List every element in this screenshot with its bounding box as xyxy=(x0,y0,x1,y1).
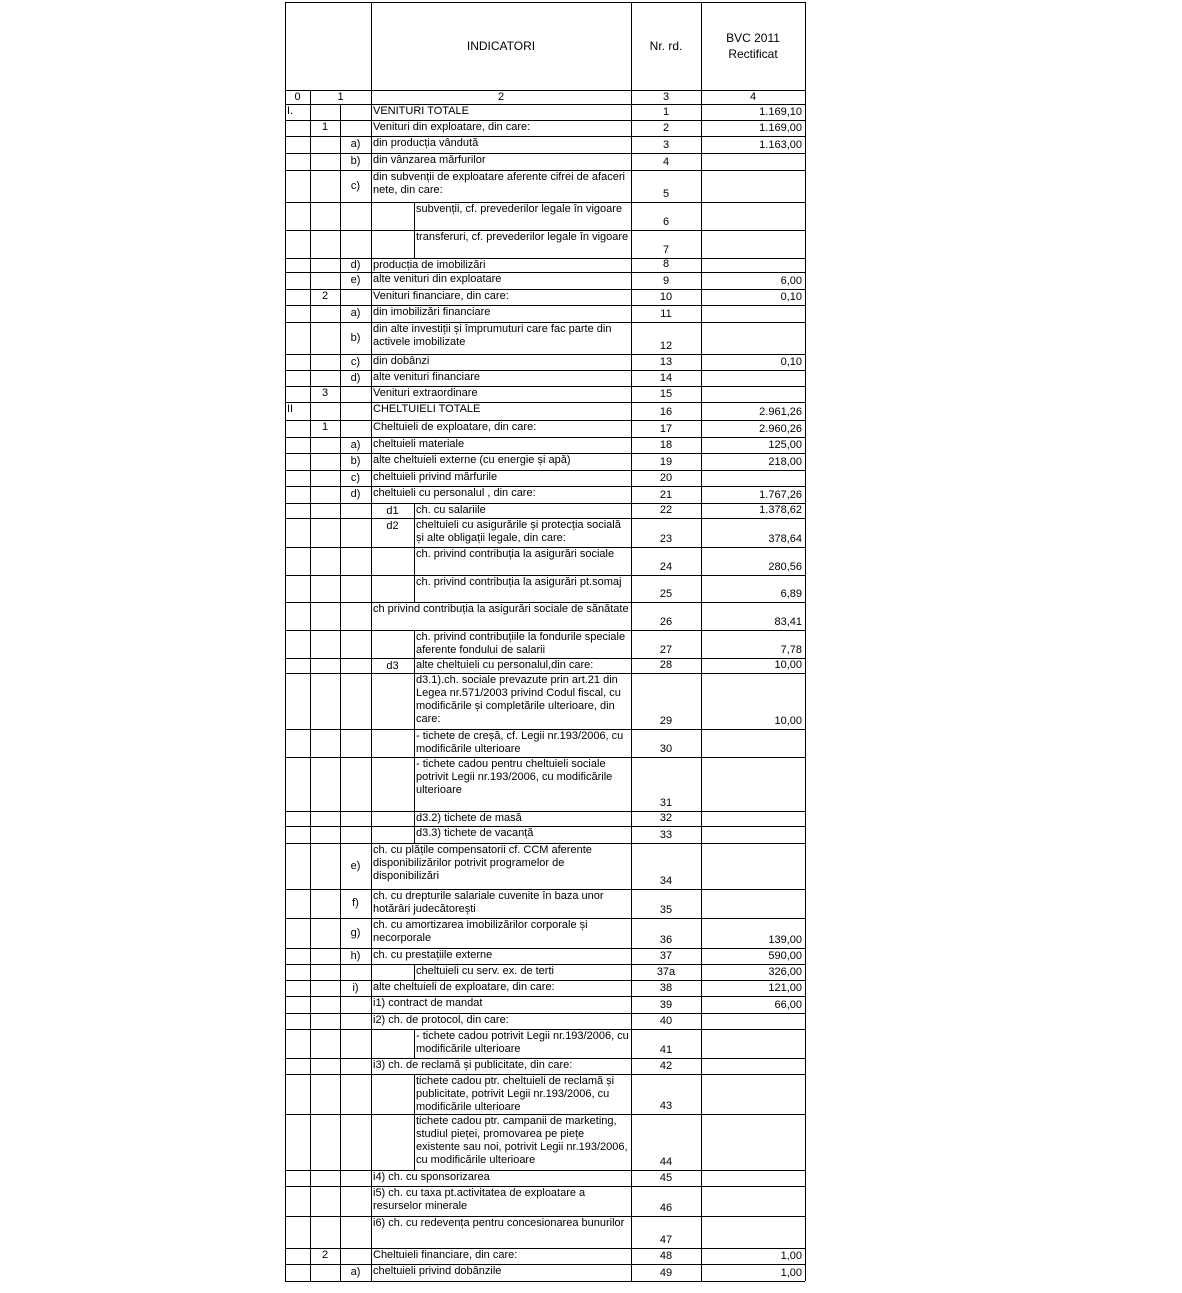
row-47-indicator: i5) ch. cu taxa pt.activitatea de exploatare a resurselor minerale xyxy=(373,1187,586,1212)
row-3-indicator: din producția vândută xyxy=(373,137,479,149)
row-22-subletter: d1 xyxy=(386,505,399,517)
row-13-indicator: din dobânzi xyxy=(373,355,430,367)
row-1-nr: 1 xyxy=(662,106,670,118)
row-27-indicator: ch. privind contribuțiile la fondurile speciale aferente fondului de salarii xyxy=(416,631,626,656)
row-18-nr: 18 xyxy=(659,439,673,451)
subcolumn-divider xyxy=(414,503,415,518)
subcolumn-divider xyxy=(414,230,415,258)
row-38-value: 326,00 xyxy=(768,966,802,978)
table-border-left xyxy=(285,2,286,1281)
row-42-nr: 41 xyxy=(659,1044,673,1056)
row-26-indicator: ch privind contribuția la asigurări sociale de sănătate xyxy=(373,603,629,615)
column-number-0: 0 xyxy=(294,91,301,103)
row-16-section: II xyxy=(287,403,294,415)
row-22-indicator: ch. cu salariile xyxy=(416,504,486,516)
row-50-value: 1,00 xyxy=(780,1267,802,1279)
row-19-nr: 19 xyxy=(659,456,673,468)
row-28-nr: 28 xyxy=(659,659,673,671)
row-6-nr: 6 xyxy=(662,216,670,228)
table-border-top xyxy=(285,2,805,3)
row-39-indicator: alte cheltuieli de exploatare, din care: xyxy=(373,981,555,993)
row-26-value: 83,41 xyxy=(774,616,802,628)
subcolumn-divider xyxy=(414,729,415,757)
column-divider xyxy=(371,2,372,1281)
row-18-letter: a) xyxy=(350,438,361,451)
row-8-letter: d) xyxy=(350,258,361,271)
subcolumn-divider xyxy=(414,826,415,843)
row-26-nr: 26 xyxy=(659,616,673,628)
table-border-right xyxy=(805,2,806,1281)
row-36-value: 139,00 xyxy=(768,934,802,946)
row-10-group: 2 xyxy=(321,290,329,302)
row-29-indicator: d3.1).ch. sociale prevazute prin art.21 din Legea nr.571/2003 privind Codul fiscal, cu modificările și completările ulterioare, din care: xyxy=(416,674,621,725)
row-31-indicator: - tichete cadou pentru cheltuieli sociale potrivit Legii nr.193/2006, cu modificările ulterioare xyxy=(416,758,613,796)
row-47-nr: 46 xyxy=(659,1202,673,1214)
row-41-indicator: i2) ch. de protocol, din care: xyxy=(373,1014,509,1026)
row-37-letter: h) xyxy=(350,949,361,962)
row-50-indicator: cheltuieli privind dobânzile xyxy=(373,1265,502,1277)
row-21-value: 1.767,26 xyxy=(759,489,802,501)
row-49-indicator: Cheltuieli financiare, din care: xyxy=(373,1249,518,1261)
row-33-nr: 33 xyxy=(659,829,673,841)
subcolumn-divider xyxy=(414,202,415,230)
subcolumn-divider xyxy=(414,658,415,673)
subcolumn-divider xyxy=(414,757,415,811)
row-37-nr: 37 xyxy=(659,950,673,962)
row-15-group: 3 xyxy=(321,387,329,399)
subcolumn-divider xyxy=(414,964,415,980)
row-39-value: 121,00 xyxy=(768,982,802,994)
row-34-indicator: ch. cu plățile compensatorii cf. CCM aferente disponibilizărilor potrivit programelor de disponibilizări xyxy=(373,844,592,882)
row-24-value: 280,56 xyxy=(768,561,802,573)
row-39-letter: i) xyxy=(352,981,359,994)
header-bvc-2011: BVC 2011 Rectificat xyxy=(726,31,780,61)
row-28-subletter: d3 xyxy=(386,660,399,672)
subcolumn-divider xyxy=(414,1029,415,1058)
column-number-2: 2 xyxy=(497,91,505,103)
subcolumn-divider xyxy=(414,811,415,826)
row-25-nr: 25 xyxy=(659,588,673,600)
row-40-value: 66,00 xyxy=(774,999,802,1011)
row-12-nr: 12 xyxy=(659,340,673,352)
row-31-nr: 31 xyxy=(659,797,673,809)
row-14-nr: 14 xyxy=(659,372,673,384)
row-12-letter: b) xyxy=(350,331,361,344)
row-16-indicator: CHELTUIELI TOTALE xyxy=(373,403,481,415)
row-40-nr: 39 xyxy=(659,999,673,1011)
row-5-indicator: din subvenții de exploatare aferente cifrei de afaceri nete, din care: xyxy=(373,171,625,196)
row-49-value: 1,00 xyxy=(780,1250,802,1262)
row-44-nr: 43 xyxy=(659,1100,673,1112)
row-17-group: 1 xyxy=(321,421,329,433)
row-10-value: 0,10 xyxy=(780,291,802,303)
row-39-nr: 38 xyxy=(659,982,673,994)
row-16-nr: 16 xyxy=(659,406,673,418)
row-32-nr: 32 xyxy=(659,812,673,824)
row-27-value: 7,78 xyxy=(780,644,802,656)
row-17-value: 2.960,26 xyxy=(759,423,802,435)
row-30-indicator: - tichete de creșă, cf. Legii nr.193/2006, cu modificările ulterioare xyxy=(416,730,624,755)
subcolumn-divider xyxy=(414,547,415,575)
row-44-indicator: tichete cadou ptr. cheltuieli de reclamă și publicitate, potrivit Legii nr.193/2006, cu modificările ulterioare xyxy=(416,1075,615,1113)
column-number-3: 3 xyxy=(662,91,670,103)
subcolumn-divider xyxy=(414,673,415,729)
row-18-value: 125,00 xyxy=(768,439,802,451)
row-3-value: 1.163,00 xyxy=(759,139,802,151)
row-30-nr: 30 xyxy=(659,743,673,755)
header-indicatori: INDICATORI xyxy=(466,39,536,53)
row-13-letter: c) xyxy=(350,355,361,368)
row-23-value: 378,64 xyxy=(768,533,802,545)
row-15-nr: 15 xyxy=(659,388,673,400)
row-15-indicator: Venituri extraordinare xyxy=(373,387,478,399)
row-18-indicator: cheltuieli materiale xyxy=(373,438,465,450)
row-20-indicator: cheltuieli privind mărfurile xyxy=(373,471,498,483)
row-45-nr: 44 xyxy=(659,1156,673,1168)
row-21-letter: d) xyxy=(350,488,361,500)
row-17-indicator: Cheltuieli de exploatare, din care: xyxy=(373,421,537,433)
row-25-indicator: ch. privind contribuția la asigurări pt.somaj xyxy=(416,576,622,588)
row-43-indicator: i3) ch. de reclamă și publicitate, din care: xyxy=(373,1059,573,1071)
row-11-nr: 11 xyxy=(660,308,672,320)
row-46-nr: 45 xyxy=(659,1172,673,1184)
row-2-indicator: Venituri din exploatare, din care: xyxy=(373,121,531,133)
row-49-group: 2 xyxy=(321,1249,329,1261)
row-7-nr: 7 xyxy=(662,244,670,256)
row-3-nr: 3 xyxy=(662,139,670,151)
row-24-nr: 24 xyxy=(659,561,673,573)
row-24-indicator: ch. privind contribuția la asigurări sociale xyxy=(416,548,615,560)
row-4-nr: 4 xyxy=(662,156,670,168)
row-19-value: 218,00 xyxy=(768,456,802,468)
row-48-indicator: i6) ch. cu redevența pentru concesionarea bunurilor xyxy=(373,1217,625,1229)
row-22-value: 1.378,62 xyxy=(759,504,802,516)
row-34-nr: 34 xyxy=(659,875,673,887)
row-20-letter: c) xyxy=(350,471,361,484)
row-37-indicator: ch. cu prestațiile externe xyxy=(373,949,493,961)
row-8-indicator: producția de imobilizări xyxy=(373,259,486,271)
subcolumn-divider xyxy=(414,518,415,547)
row-23-nr: 23 xyxy=(659,533,673,545)
subcolumn-divider xyxy=(414,630,415,658)
row-35-indicator: ch. cu drepturile salariale cuvenite în baza unor hotărâri judecătorești xyxy=(373,890,604,915)
row-29-nr: 29 xyxy=(659,715,673,727)
row-4-letter: b) xyxy=(350,155,361,167)
row-21-indicator: cheltuieli cu personalul , din care: xyxy=(373,487,536,499)
row-3-letter: a) xyxy=(350,138,361,150)
row-13-value: 0,10 xyxy=(780,356,802,368)
header-nr-rd: Nr. rd. xyxy=(649,39,683,53)
row-25-value: 6,89 xyxy=(780,588,802,600)
row-16-value: 2.961,26 xyxy=(759,406,802,418)
row-10-nr: 10 xyxy=(659,291,673,303)
row-45-indicator: tichete cadou ptr. campanii de marketing, studiul pieței, promovarea pe piețe existente sau noi, potrivit Legii nr.193/2006, cu modificările ulterioare xyxy=(416,1115,628,1166)
row-50-nr: 49 xyxy=(659,1267,673,1279)
row-41-nr: 40 xyxy=(659,1015,673,1027)
row-17-nr: 17 xyxy=(659,423,673,435)
row-12-indicator: din alte investiții și împrumuturi care fac parte din activele imobilizate xyxy=(373,323,612,348)
row-40-indicator: i1) contract de mandat xyxy=(373,997,483,1009)
row-22-nr: 22 xyxy=(659,504,673,516)
row-34-letter: e) xyxy=(350,859,361,872)
row-6-indicator: subvenții, cf. prevederilor legale în vigoare xyxy=(416,203,623,215)
column-divider xyxy=(701,2,702,1281)
row-29-value: 10,00 xyxy=(774,715,802,727)
row-2-nr: 2 xyxy=(662,122,670,134)
row-13-nr: 13 xyxy=(659,356,673,368)
row-28-value: 10,00 xyxy=(774,659,802,671)
row-35-letter: f) xyxy=(352,897,359,909)
row-5-letter: c) xyxy=(350,179,361,192)
row-49-nr: 48 xyxy=(659,1250,673,1262)
row-23-indicator: cheltuieli cu asigurările și protecția socială și alte obligații legale, din care: xyxy=(416,519,621,544)
row-36-letter: g) xyxy=(350,926,361,939)
column-divider xyxy=(310,90,311,1281)
row-33-indicator: d3.3) tichete de vacanță xyxy=(416,827,534,839)
row-14-letter: d) xyxy=(350,371,361,384)
row-11-indicator: din imobilizări financiare xyxy=(373,306,491,318)
row-28-indicator: alte cheltuieli cu personalul,din care: xyxy=(416,659,594,671)
row-9-indicator: alte venituri din exploatare xyxy=(373,273,502,285)
column-number-1: 1 xyxy=(337,91,344,103)
row-9-nr: 9 xyxy=(662,275,670,287)
row-19-letter: b) xyxy=(350,455,361,467)
row-2-group: 1 xyxy=(321,121,329,133)
row-37-value: 590,00 xyxy=(768,950,802,962)
row-10-indicator: Venituri financiare, din care: xyxy=(373,290,509,302)
row-36-nr: 36 xyxy=(659,934,673,946)
row-11-letter: a) xyxy=(350,307,361,319)
row-42-indicator: - tichete cadou potrivit Legii nr.193/2006, cu modificările ulterioare xyxy=(416,1030,629,1055)
row-4-indicator: din vânzarea mărfurilor xyxy=(373,154,486,166)
row-46-indicator: i4) ch. cu sponsorizarea xyxy=(373,1171,490,1183)
row-38-indicator: cheltuieli cu serv. ex. de terti xyxy=(416,965,554,977)
subcolumn-divider xyxy=(414,1074,415,1114)
row-1-value: 1.169,10 xyxy=(759,106,802,118)
row-21-nr: 21 xyxy=(659,489,673,501)
row-9-letter: e) xyxy=(350,274,361,286)
row-27-nr: 27 xyxy=(659,644,673,656)
column-number-4: 4 xyxy=(749,91,757,103)
row-1-section: I. xyxy=(287,105,294,117)
row-14-indicator: alte venituri financiare xyxy=(373,371,481,383)
row-9-value: 6,00 xyxy=(780,275,802,287)
row-20-nr: 20 xyxy=(659,472,673,484)
row-35-nr: 35 xyxy=(659,904,673,916)
row-separator xyxy=(285,1281,805,1282)
row-23-subletter: d2 xyxy=(386,520,399,532)
subcolumn-divider xyxy=(414,575,415,602)
row-7-indicator: transferuri, cf. prevederilor legale în vigoare xyxy=(416,231,629,243)
row-36-indicator: ch. cu amortizarea imobilizărilor corporale și necorporale xyxy=(373,919,588,944)
row-19-indicator: alte cheltuieli externe (cu energie și apă) xyxy=(373,454,571,466)
row-50-letter: a) xyxy=(350,1266,361,1278)
row-32-indicator: d3.2) tichete de masă xyxy=(416,812,522,824)
row-43-nr: 42 xyxy=(659,1060,673,1072)
row-8-nr: 8 xyxy=(662,258,670,270)
row-1-indicator: VENITURI TOTALE xyxy=(373,105,469,117)
subcolumn-divider xyxy=(414,1114,415,1170)
row-38-nr: 37a xyxy=(656,966,676,978)
row-2-value: 1.169,00 xyxy=(759,122,802,134)
row-48-nr: 47 xyxy=(659,1234,673,1246)
row-5-nr: 5 xyxy=(662,188,670,200)
